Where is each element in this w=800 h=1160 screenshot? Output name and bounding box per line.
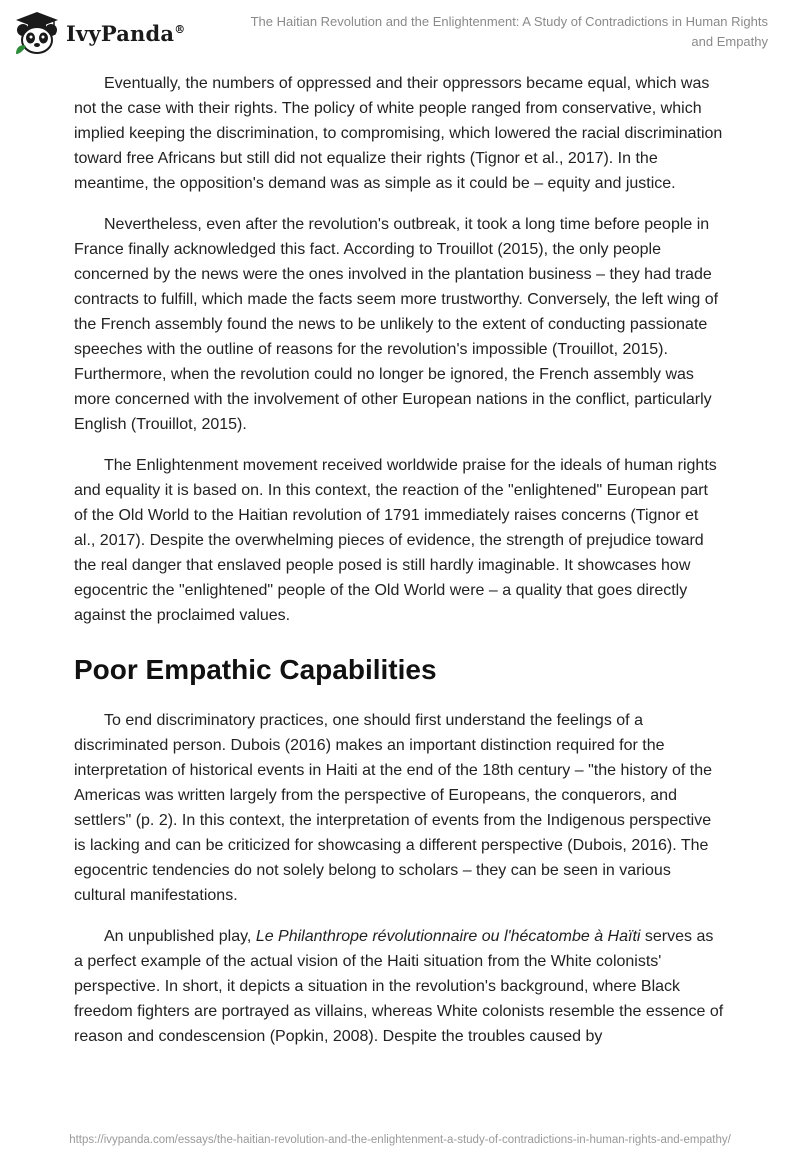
play-title: Le Philanthrope révolutionnaire ou l'hécatombe à Haïti	[255, 928, 641, 945]
paragraph-5-intro: An unpublished play,	[104, 928, 256, 945]
paragraph-4: To end discriminatory practices, one should first understand the feelings of a discriminated person. Dubois (2016) makes an important distinction required for the interpretation of historical events in Haiti at the end of the 18th century – "the history of the Americas was written largely from the perspective of Europeans, the conquerors, and settlers" (p. 2). In this context, the interpretation of events from the Indigenous perspective is lacking and can be criticized for showcasing a different perspective (Dubois, 2016). The egocentric tendencies do not solely belong to scholars – they can be seen in various cultural manifestations.	[74, 712, 713, 904]
section-heading: Poor Empathic Capabilities	[74, 654, 437, 685]
paragraph-5-rest: serves as a perfect example of the actual vision of the Haiti situation from the White colonists' perspective. In short, it depicts a situation in the revolution's background, where Black freedom fighters are portrayed as villains, whereas White colonists resemble the essence of reason and condescension (Popkin, 2008). Despite the troubles caused by	[74, 928, 724, 1045]
document-title: The Haitian Revolution and the Enlightenment: A Study of Contradictions in Human Rights and Empathy	[250, 14, 768, 49]
page-url-footer[interactable]: https://ivypanda.com/essays/the-haitian-revolution-and-the-enlightenment-a-study-of-contradictions-in-human-rights-and-empathy/	[69, 1134, 731, 1146]
paragraph-2: Nevertheless, even after the revolution's outbreak, it took a long time before people in France finally acknowledged this fact. According to Trouillot (2015), the only people concerned by the news were the ones involved in the plantation business – they had trade contracts to fulfill, which made the facts seem more trustworthy. Conversely, the left wing of the French assembly found the news to be unlikely to the extent of conducting passionate speeches with the outline of reasons for the revolution's impossible (Trouillot, 2015). Furthermore, when the revolution could no longer be ignored, the French assembly was more concerned with the involvement of other European nations in the conflict, particularly English (Trouillot, 2015).	[74, 216, 719, 433]
page-header	[0, 0, 800, 62]
essay-body	[74, 71, 724, 1065]
brand-name: IvyPanda®	[66, 20, 186, 46]
paragraph-5	[74, 924, 724, 1049]
paragraph-1: Eventually, the numbers of oppressed and their oppressors became equal, which was not the case with their rights. The policy of white people ranged from conservative, which implied keeping the discrimination, to compromising, which lowered the racial discrimination toward free Africans but still did not equalize their rights (Tignor et al., 2017). In the meantime, the opposition's demand was as simple as it could be – equity and justice.	[74, 75, 723, 192]
ivypanda-logo[interactable]	[14, 10, 185, 56]
paragraph-3: The Enlightenment movement received worldwide praise for the ideals of human rights and equality it is based on. In this context, the reaction of the "enlightened" European part of the Old World to the Haitian revolution of 1791 immediately raises concerns (Tignor et al., 2017). Despite the overwhelming pieces of evidence, the strength of prejudice toward the real danger that enslaved people posed is still hardly imaginable. It showcases how egocentric the "enlightened" people of the Old World were – a quality that goes directly against the proclaimed values.	[74, 457, 717, 624]
panda-graduate-logo-icon	[14, 10, 60, 56]
